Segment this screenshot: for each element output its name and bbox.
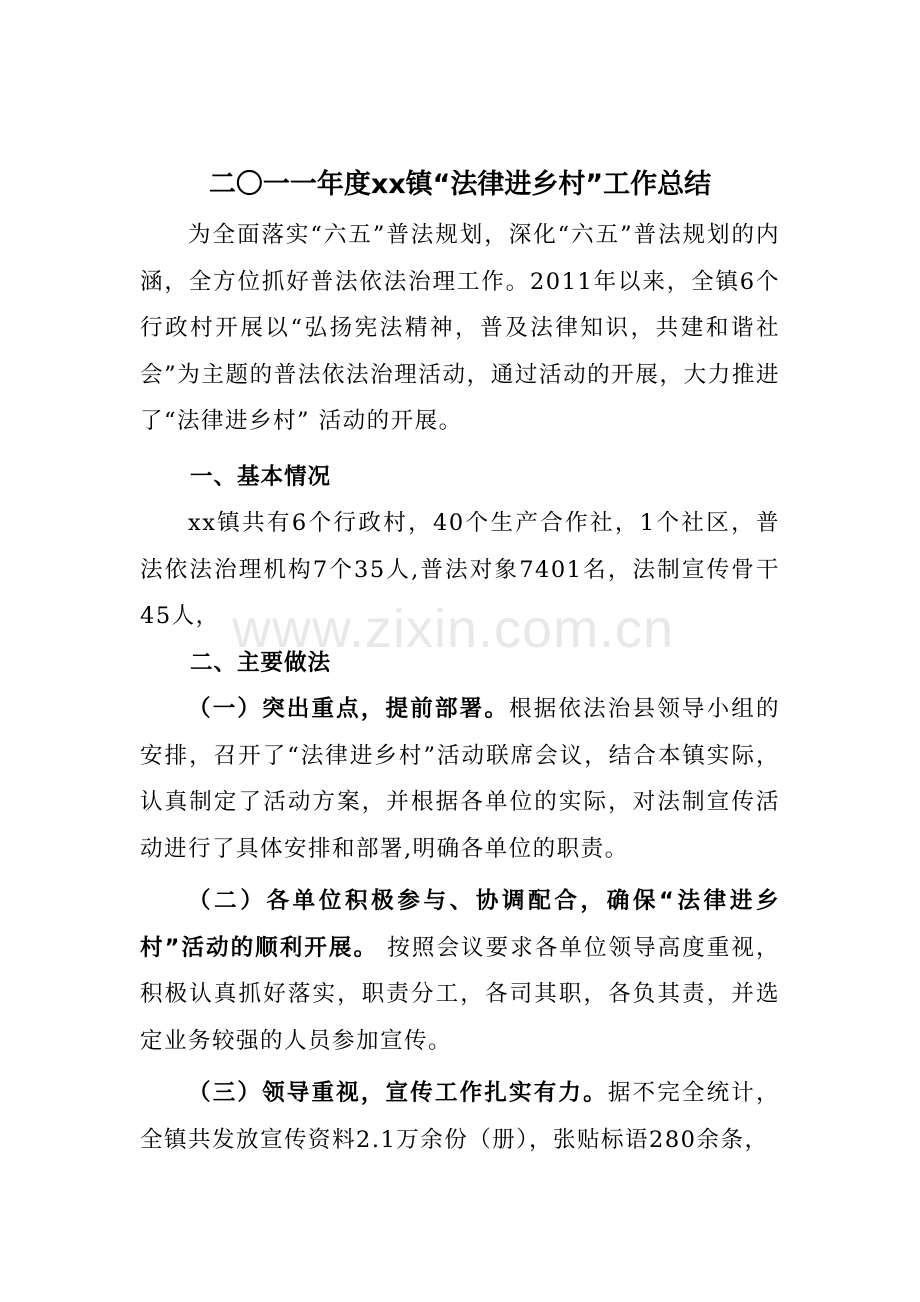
section-heading-main-practices: 二、主要做法 — [190, 650, 332, 676]
intro-paragraph: 为全面落实“六五”普法规划，深化“六五”普法规划的内涵，全方位抓好普法依法治理工作。2011年以来，全镇6个行政村开展以“弘扬宪法精神，普及法律知识，共建和谐社会”为主题的普法依法治理活动，通过活动的开展，大力推进了“法律进乡村” 活动的开展。 — [140, 222, 780, 434]
practice-text-2: 按照会议要求各单位领导高度重视，积极认真抓好落实，职责分工，各司其职，各负其责，并选定业务较强的人员参加宣传。 — [140, 934, 780, 1054]
practice-lead-1: （一）突出重点，提前部署。 — [188, 696, 510, 722]
section-heading-basic-situation: 一、基本情况 — [190, 464, 332, 490]
watermark-text: www.zixin.com.cn — [232, 599, 675, 659]
practice-text-3: 据不完全统计，全镇共发放宣传资料2.1万余份（册），张贴标语280余条， — [140, 1080, 780, 1153]
practice-lead-2: （二）各单位积极参与、协调配合，确保“法律进乡村”活动的顺利开展。 — [140, 888, 780, 961]
practice-paragraph-3 — [140, 1070, 780, 1163]
practice-paragraph-1 — [140, 686, 780, 872]
practice-text-1: 根据依法治县领导小组的安排，召开了“法律进乡村”活动联席会议，结合本镇实际，认真制定了活动方案，并根据各单位的实际，对法制宣传活动进行了具体安排和部署,明确各单位的职责。 — [140, 696, 780, 862]
basic-situation-paragraph: xx镇共有6个行政村，40个生产合作社，1个社区，普法依法治理机构7个35人,普法对象7401名，法制宣传骨干45人， — [140, 510, 780, 629]
document-title: 二〇一一年度xx镇“法律进乡村”工作总结 — [208, 169, 712, 200]
practice-paragraph-2 — [140, 878, 780, 1064]
practice-lead-3: （三）领导重视，宣传工作扎实有力。 — [188, 1080, 608, 1106]
